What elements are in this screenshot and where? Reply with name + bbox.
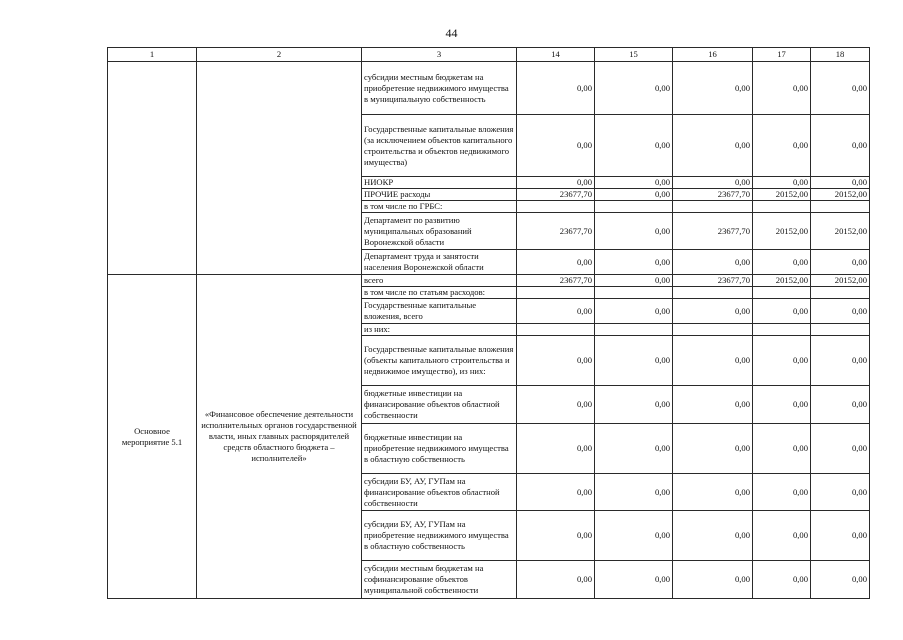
- header-cell-2: 2: [197, 48, 362, 62]
- value-col15: 0,00: [595, 62, 673, 115]
- value-col18: 0,00: [811, 62, 870, 115]
- activity-number: Основное мероприятие 5.1: [108, 275, 197, 599]
- value-col18: 20152,00: [811, 213, 870, 250]
- row-label: бюджетные инвестиции на финансирование объектов областной собственности: [362, 386, 517, 424]
- value-col15: 0,00: [595, 275, 673, 287]
- value-col16: 0,00: [673, 336, 753, 386]
- value-col14: 0,00: [517, 511, 595, 561]
- value-col15: [595, 287, 673, 299]
- value-col14: 0,00: [517, 115, 595, 177]
- header-cell-3: 3: [362, 48, 517, 62]
- value-col17: 0,00: [753, 386, 811, 424]
- value-col15: 0,00: [595, 386, 673, 424]
- value-col17: 0,00: [753, 336, 811, 386]
- value-col18: 0,00: [811, 115, 870, 177]
- value-col15: [595, 201, 673, 213]
- value-col14: 0,00: [517, 474, 595, 511]
- value-col16: 0,00: [673, 511, 753, 561]
- value-col17: 0,00: [753, 561, 811, 599]
- value-col14: 0,00: [517, 424, 595, 474]
- value-col16: 0,00: [673, 561, 753, 599]
- header-cell-14: 14: [517, 48, 595, 62]
- value-col16: 0,00: [673, 299, 753, 324]
- row-label: НИОКР: [362, 177, 517, 189]
- value-col15: 0,00: [595, 189, 673, 201]
- value-col14: 0,00: [517, 336, 595, 386]
- header-cell-18: 18: [811, 48, 870, 62]
- row-label: в том числе по ГРБС:: [362, 201, 517, 213]
- row-label: Государственные капитальные вложения (за исключением объектов капитального строительства и объектов недвижимого имущества): [362, 115, 517, 177]
- value-col15: [595, 324, 673, 336]
- value-col18: 20152,00: [811, 275, 870, 287]
- value-col14: 0,00: [517, 299, 595, 324]
- value-col18: [811, 287, 870, 299]
- value-col15: 0,00: [595, 177, 673, 189]
- value-col16: 0,00: [673, 177, 753, 189]
- page-number: 44: [445, 26, 458, 40]
- value-col14: 0,00: [517, 62, 595, 115]
- row-label: Государственные капитальные вложения, всего: [362, 299, 517, 324]
- value-col17: 0,00: [753, 474, 811, 511]
- activity-title: «Финансовое обеспечение деятельности исполнительных органов государственной власти, иных главных распорядителей средств областного бюджета – исполнителей»: [197, 275, 362, 599]
- value-col16: 23677,70: [673, 189, 753, 201]
- header-cell-17: 17: [753, 48, 811, 62]
- row-label: всего: [362, 275, 517, 287]
- value-col14: 23677,70: [517, 275, 595, 287]
- value-col17: 0,00: [753, 511, 811, 561]
- value-col17: 0,00: [753, 250, 811, 275]
- value-col16: 0,00: [673, 250, 753, 275]
- value-col15: 0,00: [595, 474, 673, 511]
- value-col15: 0,00: [595, 115, 673, 177]
- value-col17: 0,00: [753, 62, 811, 115]
- value-col18: 0,00: [811, 299, 870, 324]
- row-label: субсидии БУ, АУ, ГУПам на финансирование объектов областной собственности: [362, 474, 517, 511]
- value-col18: 0,00: [811, 474, 870, 511]
- value-col15: 0,00: [595, 511, 673, 561]
- continued-cell-col1: [108, 62, 197, 275]
- value-col17: 20152,00: [753, 189, 811, 201]
- value-col18: 0,00: [811, 386, 870, 424]
- header-cell-16: 16: [673, 48, 753, 62]
- row-label: ПРОЧИЕ расходы: [362, 189, 517, 201]
- value-col18: [811, 201, 870, 213]
- value-col17: 0,00: [753, 424, 811, 474]
- value-col14: 23677,70: [517, 189, 595, 201]
- header-cell-1: 1: [108, 48, 197, 62]
- value-col17: 20152,00: [753, 275, 811, 287]
- value-col16: 0,00: [673, 424, 753, 474]
- budget-table: [107, 47, 870, 599]
- value-col17: [753, 287, 811, 299]
- value-col18: 0,00: [811, 424, 870, 474]
- value-col18: 0,00: [811, 561, 870, 599]
- value-col18: 0,00: [811, 336, 870, 386]
- row-label: субсидии БУ, АУ, ГУПам на приобретение недвижимого имущества в областную собственность: [362, 511, 517, 561]
- row-label: Государственные капитальные вложения (объекты капитального строительства и недвижимое имущество), из них:: [362, 336, 517, 386]
- row-label: бюджетные инвестиции на приобретение недвижимого имущества в областную собственность: [362, 424, 517, 474]
- value-col14: [517, 201, 595, 213]
- row-label: из них:: [362, 324, 517, 336]
- value-col14: 0,00: [517, 386, 595, 424]
- value-col15: 0,00: [595, 424, 673, 474]
- value-col14: 0,00: [517, 250, 595, 275]
- continued-cell-col2: [197, 62, 362, 275]
- value-col18: 0,00: [811, 250, 870, 275]
- value-col15: 0,00: [595, 213, 673, 250]
- value-col14: 0,00: [517, 177, 595, 189]
- value-col18: 0,00: [811, 511, 870, 561]
- value-col18: 20152,00: [811, 189, 870, 201]
- row-label: в том числе по статьям расходов:: [362, 287, 517, 299]
- value-col17: 0,00: [753, 115, 811, 177]
- value-col16: 0,00: [673, 115, 753, 177]
- row-label: субсидии местным бюджетам на софинансирование объектов муниципальной собственности: [362, 561, 517, 599]
- row-label: Департамент труда и занятости населения Воронежской области: [362, 250, 517, 275]
- value-col14: [517, 324, 595, 336]
- value-col16: 23677,70: [673, 213, 753, 250]
- value-col14: 23677,70: [517, 213, 595, 250]
- value-col16: 23677,70: [673, 275, 753, 287]
- value-col14: 0,00: [517, 561, 595, 599]
- value-col17: 0,00: [753, 299, 811, 324]
- value-col17: [753, 324, 811, 336]
- value-col15: 0,00: [595, 561, 673, 599]
- value-col18: [811, 324, 870, 336]
- value-col14: [517, 287, 595, 299]
- value-col15: 0,00: [595, 250, 673, 275]
- value-col16: [673, 324, 753, 336]
- value-col16: 0,00: [673, 62, 753, 115]
- value-col15: 0,00: [595, 299, 673, 324]
- value-col15: 0,00: [595, 336, 673, 386]
- header-cell-15: 15: [595, 48, 673, 62]
- table-row: [108, 275, 870, 287]
- header-row: [108, 48, 870, 62]
- table-row: [108, 62, 870, 115]
- value-col16: 0,00: [673, 474, 753, 511]
- row-label: Департамент по развитию муниципальных образований Воронежской области: [362, 213, 517, 250]
- value-col17: 0,00: [753, 177, 811, 189]
- value-col18: 0,00: [811, 177, 870, 189]
- value-col16: 0,00: [673, 386, 753, 424]
- value-col17: [753, 201, 811, 213]
- row-label: субсидии местным бюджетам на приобретение недвижимого имущества в муниципальную собственность: [362, 62, 517, 115]
- value-col17: 20152,00: [753, 213, 811, 250]
- value-col16: [673, 287, 753, 299]
- value-col16: [673, 201, 753, 213]
